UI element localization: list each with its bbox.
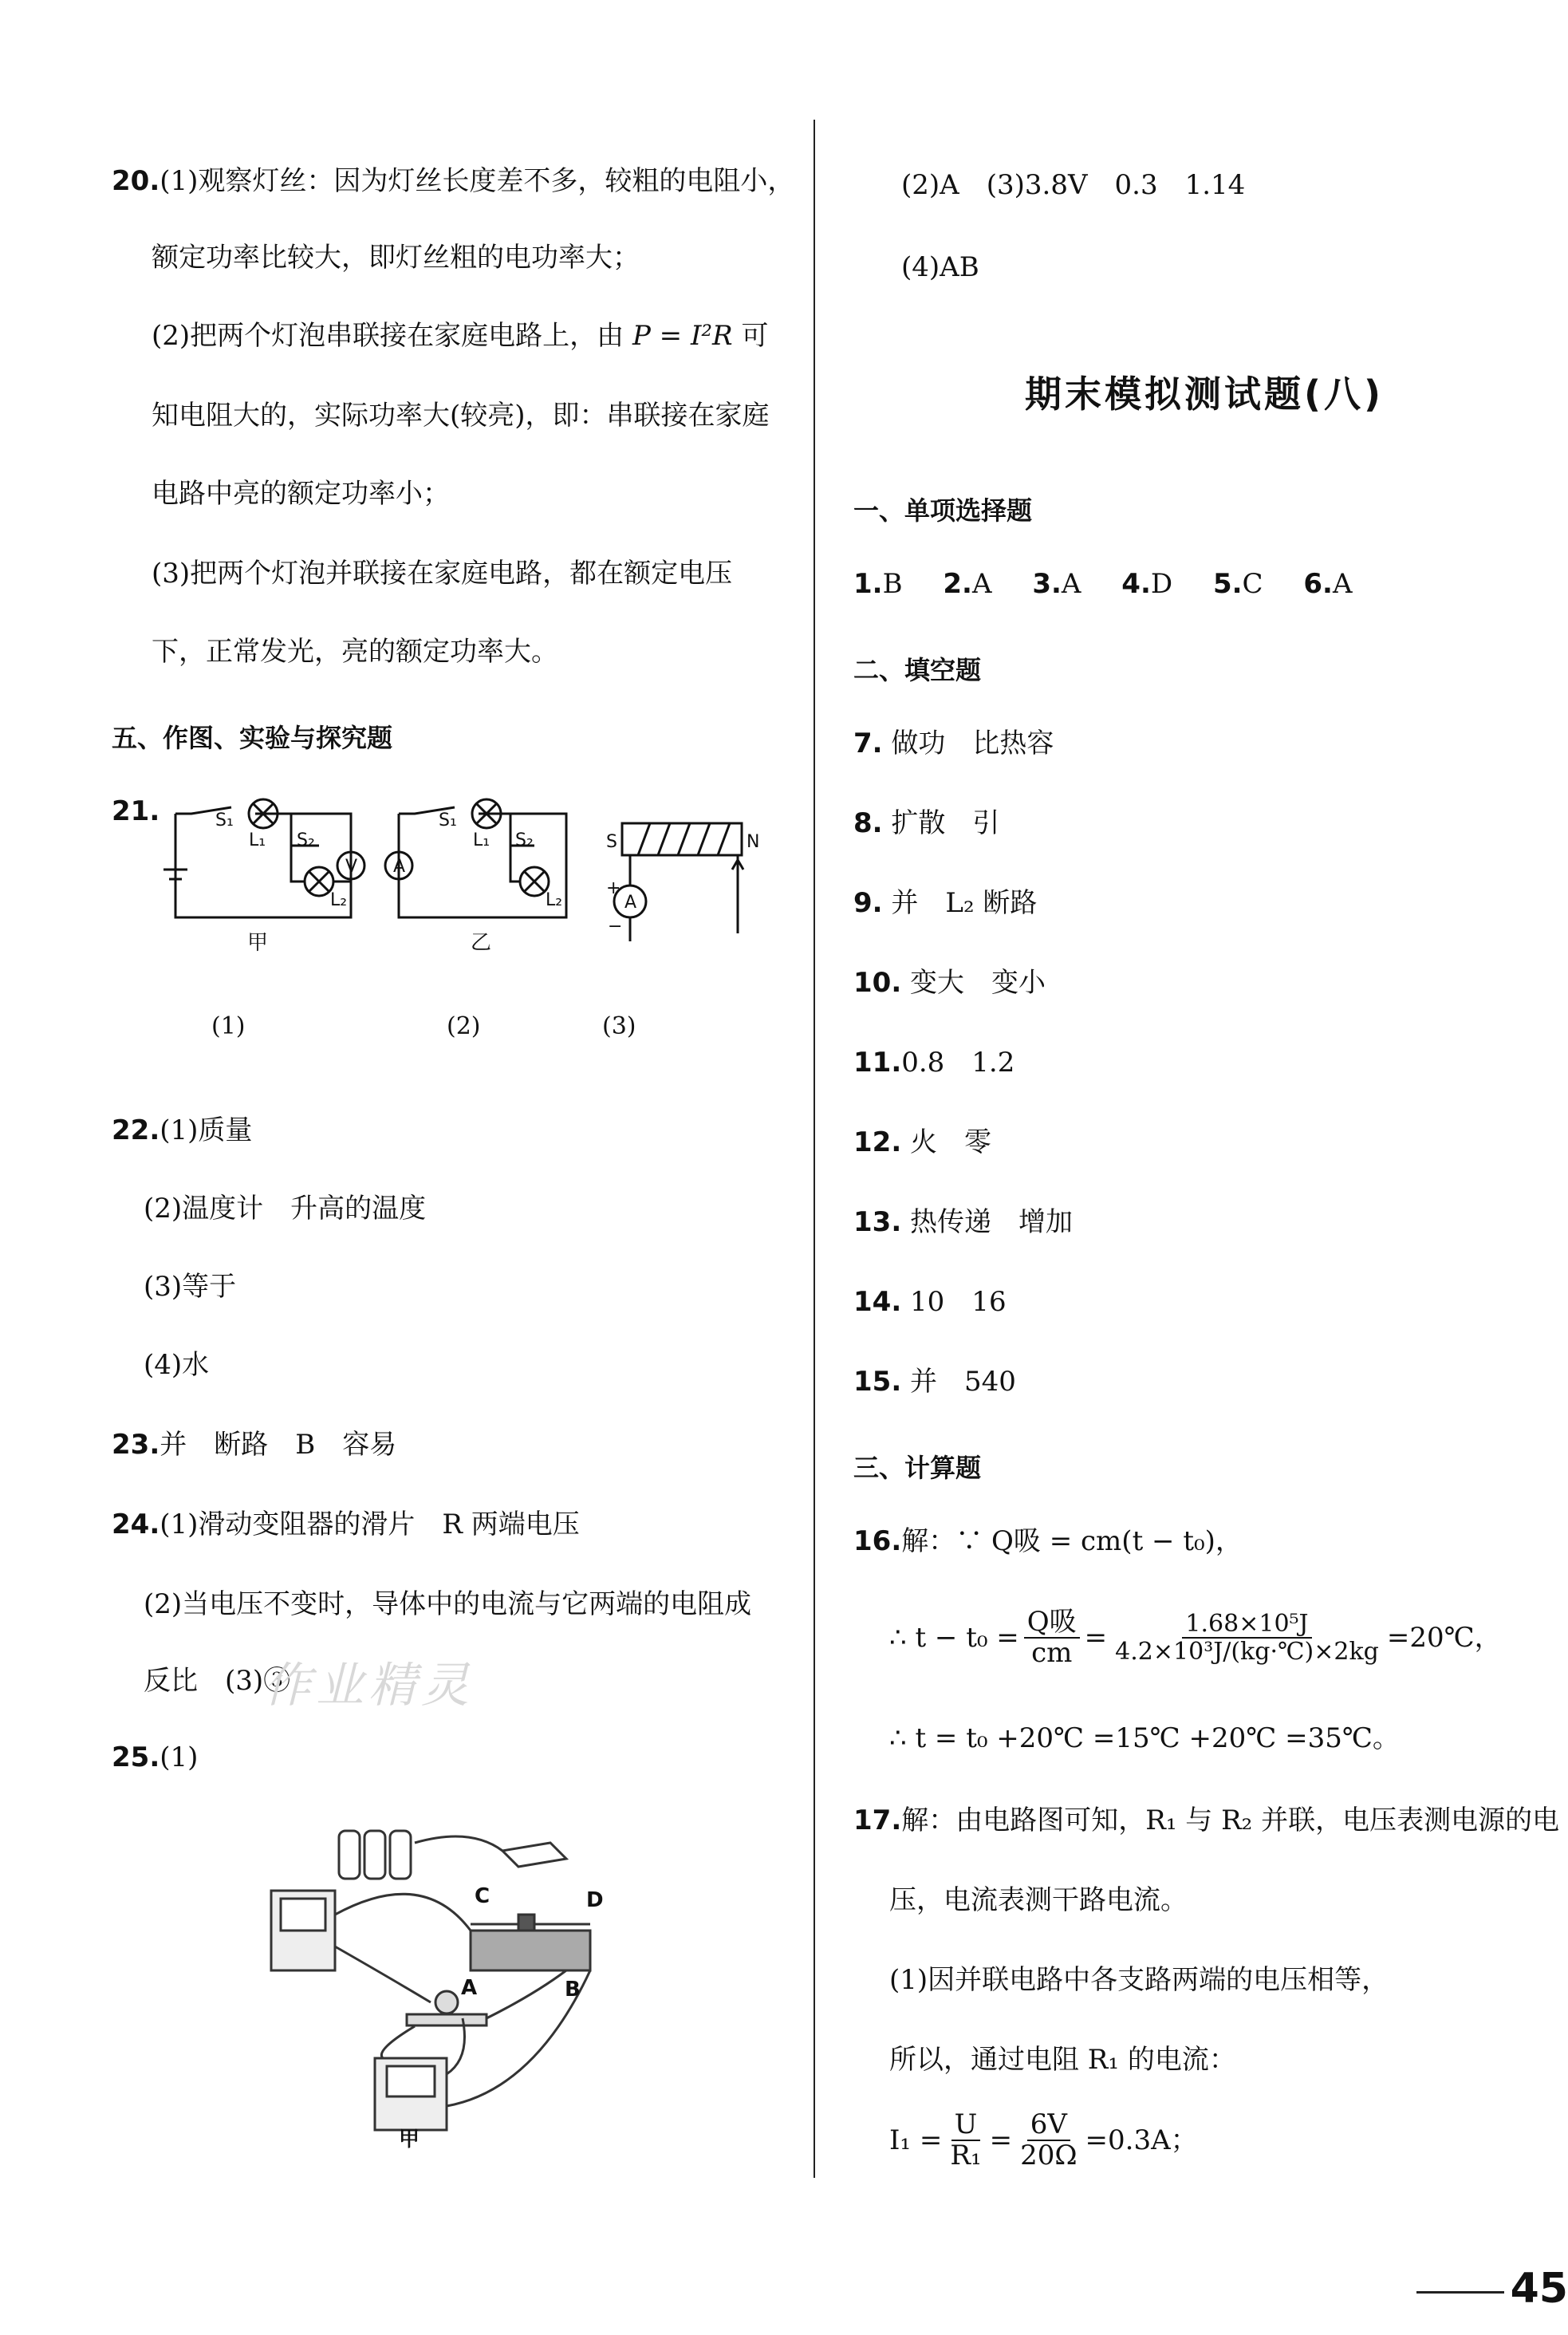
- q24-line-1: 24.(1)滑动变阻器的滑片 R 两端电压: [112, 1509, 580, 1540]
- fig-jia-caption: 甲: [247, 931, 269, 955]
- q21-number: 21.: [112, 795, 160, 827]
- page-number: 45: [1510, 2265, 1568, 2313]
- section-5-heading: 五、作图、实验与探究题: [112, 723, 393, 753]
- fill-9: 9. 并 L₂ 断路: [853, 887, 1038, 919]
- q17-line-2: 压，电流表测干路电流。: [889, 1884, 1188, 1916]
- q22-line-4: (4)水: [144, 1349, 210, 1381]
- svg-text:L₂: L₂: [546, 890, 563, 910]
- q17-line-3: (1)因并联电路中各支路两端的电压相等，: [889, 1964, 1389, 1996]
- fill-10: 10. 变大 变小: [853, 967, 1046, 999]
- ammeter-label: A: [393, 857, 406, 877]
- s2-label: S₂: [297, 830, 315, 850]
- l1-label: L₁: [249, 830, 266, 850]
- q16-fraction-2: $\frac{\text{1.68×10⁵J}}{\text{4.2×10³J/(kg·℃)×2kg}}$: [1115, 1610, 1379, 1666]
- prev-answer-line-2: (4)AB: [901, 251, 979, 283]
- q20-line-5: 电路中亮的额定功率小；: [152, 478, 450, 510]
- q20-line-2: 额定功率比较大，即灯丝粗的电功率大；: [152, 242, 640, 274]
- page-title: 期末模拟测试题(八): [1025, 373, 1385, 416]
- fig-yi-caption: 乙: [471, 931, 492, 955]
- svg-text:S₁: S₁: [439, 811, 457, 830]
- fill-15: 15. 并 540: [853, 1366, 1016, 1398]
- prev-answer-line-1: (2)A (3)3.8V 0.3 1.14: [901, 169, 1246, 201]
- q16-line-3: ∴ t = t₀ +20℃ =15℃ +20℃ =35℃。: [889, 1722, 1400, 1754]
- q17-line-4: 所以，通过电阻 R₁ 的电流：: [889, 2044, 1236, 2076]
- q20-line-7: 下，正常发光，亮的额定功率大。: [152, 636, 558, 668]
- fill-7: 7. 做功 比热容: [853, 728, 1054, 759]
- column-divider: [814, 120, 815, 2178]
- q16-line-2: ∴ t − t₀ = $\frac{\text{Q吸}}{cm}$ = $\frac{\text{1.68×10⁵J}}{\text{4.2×10³J/(kg·℃)×2kg}}$ =20℃，: [889, 1606, 1502, 1670]
- fill-12: 12. 火 零: [853, 1126, 992, 1158]
- svg-text:+: +: [606, 878, 621, 898]
- q22-line-1: 22.(1)质量: [112, 1114, 253, 1146]
- q21-label-3: (3): [602, 1012, 636, 1040]
- q17-equation: I₁ = $\frac{U}{\text{R₁}}$ = $\frac{6V}{20\Omega}$ =0.3A；: [889, 2108, 1198, 2172]
- q20-line-1: 20.(1)观察灯丝：因为灯丝长度差不多，较粗的电阻小，: [112, 165, 795, 197]
- s1-label: S₁: [215, 811, 234, 830]
- page-number-rule: [1416, 2291, 1504, 2294]
- n-pole-label: N: [747, 832, 760, 852]
- terminal-a: A: [461, 1976, 478, 2000]
- svg-text:−: −: [608, 917, 623, 937]
- q20-number: 20.: [112, 165, 160, 197]
- q25: 25.(1): [112, 1741, 199, 1773]
- section-1-heading: 一、单项选择题: [853, 495, 1033, 526]
- q20-line-6: (3)把两个灯泡并联接在家庭电路，都在额定电压: [152, 558, 733, 590]
- q17-fraction-2: $\frac{6V}{20\Omega}$: [1020, 2108, 1078, 2172]
- q16-fraction-1: $\frac{\text{Q吸}}{cm}$: [1024, 1607, 1080, 1669]
- q21-label-2: (2): [447, 1012, 481, 1040]
- q24-line-3: 反比 (3)③: [144, 1665, 291, 1697]
- q23: 23.并 断路 B 容易: [112, 1429, 397, 1461]
- svg-text:S₂: S₂: [515, 830, 534, 850]
- q22-line-3: (3)等于: [144, 1271, 237, 1303]
- section-2-heading: 二、填空题: [853, 655, 982, 685]
- q24-line-2: (2)当电压不变时，导体中的电流与它两端的电阻成: [144, 1588, 752, 1620]
- terminal-b: B: [565, 1978, 581, 2002]
- svg-text:L₁: L₁: [473, 830, 490, 850]
- terminal-c: C: [475, 1884, 490, 1908]
- watermark: 作业精灵: [263, 1658, 474, 1714]
- section-3-heading: 三、计算题: [853, 1453, 982, 1483]
- q17-line-1: 17.解：由电路图可知，R₁ 与 R₂ 并联，电压表测电源的电: [853, 1804, 1560, 1836]
- q25-caption: 甲: [399, 2128, 420, 2152]
- fill-13: 13. 热传递 增加: [853, 1206, 1074, 1238]
- mc-answers: 1.B 2.A 3.A 4.D 5.C 6.A: [853, 568, 1353, 600]
- q20-line-3: (2)把两个灯泡串联接在家庭电路上，由 P = I²R 可: [152, 320, 769, 352]
- l2-label: L₂: [330, 890, 348, 910]
- power-formula: P = I²R: [632, 320, 733, 352]
- q16-line-1: 16.解：∵ Q吸 = cm(t − t₀)，: [853, 1525, 1243, 1557]
- fill-8: 8. 扩散 引: [853, 807, 1000, 839]
- q17-fraction-1: $\frac{U}{\text{R₁}}$: [950, 2108, 982, 2172]
- ammeter3-label: A: [624, 893, 637, 913]
- q20-line-4: 知电阻大的，实际功率大(较亮)，即：串联接在家庭: [152, 400, 770, 432]
- fill-14: 14. 10 16: [853, 1286, 1007, 1318]
- q22-line-2: (2)温度计 升高的温度: [144, 1193, 427, 1225]
- q21-label-1: (1): [211, 1012, 246, 1040]
- fill-11: 11.0.8 1.2: [853, 1047, 1015, 1079]
- terminal-d: D: [586, 1888, 604, 1912]
- voltmeter-label: V: [345, 857, 358, 877]
- s-pole-label: S: [606, 832, 617, 852]
- q21-circuit-diagrams: [160, 790, 798, 997]
- q25-circuit-photo: [263, 1819, 742, 2154]
